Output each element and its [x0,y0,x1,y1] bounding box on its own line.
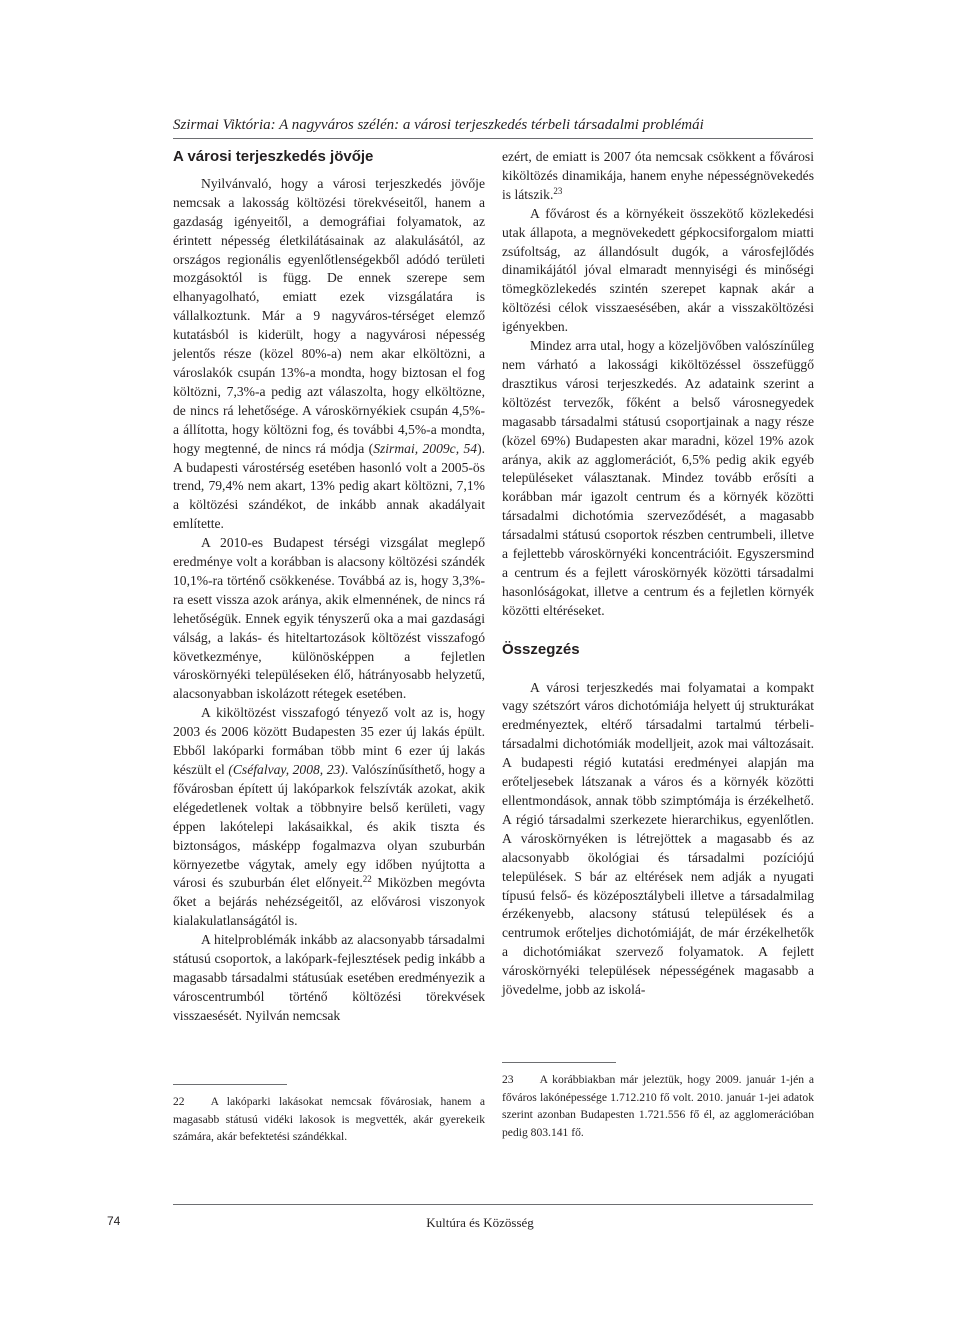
section-heading-summary: Összegzés [502,640,580,658]
footnote-rule [173,1084,287,1085]
footer-rule [173,1204,813,1205]
paragraph: Nyilvánvaló, hogy a városi terjeszkedés jövője nemcsak a lakosság költözési törekvéseitől, hanem a gazdaság igényeitől, a demográfiai folyamatok, az érintett népesség életkilátásainak az alakulásától, az országos regionális egyenlőtlenségekből adódó területi mozgásoktól is függ. De ennek szerepe sem elhanyagolható, emiatt ezek vizsgálatára is vállalkoztunk. Már a 9 nagyváros-térséget elemző kutatásból is kiderült, hogy a nagyvárosi népesség jelentős része (közel 80%-a) nem akar elköltözni, a városlakók csupán 13%-a mondta, hogy biztosan el fog költözni, 7,3%-a pedig azt válaszolta, hogy elköltözne, de nincs rá lehetősége. A városkörnyékiek csupán 4,5%-a állította, hogy költözni fog, és további 4,5%-a mondta, hogy megtenné, de nincs rá módja (Szirmai, 2009c, 54). A budapesti várostérség esetében hasonló volt a 2005-ös trend, 79,4% nem akart, 13% pedig akart költözni, 7,1% a költözési szándékot, de inkább annak akadályait említette. [173,175,485,532]
paragraph: Mindez arra utal, hogy a közeljövőben valószínűleg nem várható a lakossági kiköltözéssel összefüggő drasztikus városi terjeszkedés. Az adataink szerint a költözést tervezők, főként a belső városnegyedek magasabb társadalmi státusú csoportjainak a nagy része (közel 69%) Budapesten akar maradni, közel 19% azok aránya, akik az agglomerációt, 6,5% pedig akik egyéb településeket választanak. Mindez tovább erősíti a korábban már igazolt centrum és a környék közötti társadalmi dichotómia szerveződését, a magasabb társadalmi státusú csoportok részben centrumbeli, illetve a fejlettebb városkörnyéki koncentrációit. Egyszersmind a centrum és a fejlett városkörnyék közötti társadalmi hasonlóságokat, illetve a centrum és a fejletlen környék közötti eltéréseket. [502,338,814,618]
paragraph: A 2010-es Budapest térségi vizsgálat meglepő eredménye volt a korábban is alacsony költözési szándék 10,1%-ra történő csökkenése. Továbbá az is, hogy 3,3%-ra esett vissza azok aránya, akik elmennének, de nincs rá lehetőségük. Ennek egyik tényszerű oka a mai gazdasági válság, a lakás- és hiteltartozások költözést visszafogó következménye, különösképpen a fejletlen városkörnyéki településeken élő, hátrányosabb helyzetű, alacsonyabban iskolázott rétegek esetében. [173,535,485,702]
footnote-23 [502,1062,814,1141]
page-number: 74 [107,1214,121,1228]
footnote-text: A lakóparki lakásokat nemcsak fővárosiak, hanem a magasabb státusú vidéki lakosok is megvették, akár gyerekeik számára, akár befektetési szándékkal. [173,1095,485,1143]
footnote-number: 23 [502,1073,514,1086]
paragraph: A fővárost és a környékeit összekötő közlekedési utak állapota, a megnövekedett gépkocsiforgalom miatti zsúfoltság, az állandósult dugók, a városfejlődés dinamikájától jóval elmaradt mennyiségi és minőségi tömegközlekedés szintén szerepet kapnak akár a költözési célok visszaesésében, akár a visszaköltözési igényekben. [502,205,814,335]
footnote-22 [173,1084,485,1146]
footnote-rule [502,1062,616,1063]
left-column [173,148,485,1026]
journal-name: Kultúra és Közösség [426,1215,534,1230]
citation: Szirmai, 2009c, 54 [373,440,478,456]
header-rule [173,138,813,139]
footnote-number: 22 [173,1095,185,1108]
paragraph: A városi terjeszkedés mai folyamatai a kompakt vagy szétszórt város dichotómiája helyett új strukturákat eredményeztek, eltérő társadalmi tartalmú térbeli-társadalmi dichotómiák modelljeit, azok mai változásait. A budapesti régió kutatási eredményei alapján ma erőteljesebek látszanak a város és a környék közötti ellentmondások, annak több szimptómája is érzékelhető. A régió társadalmi szerkezete hierarchikus, egyenlőtlen. A városkörnyéken is létrejöttek a magasabb és az alacsonyabb ökológiai és társadalmi pozíciójú települések. S bár az eltérések nem adják a nyugati típusú felső- és középosztálybeli illetve a társadalmilag érzékenyebb, alacsony státusú települések és a centrumok erőteljes dichotómiáját, de már érzékelhetők a dichotómiákat szervező folyamatok. A fejlett városkörnyéki települések népességének magasabb a jövedelme, jobb az iskolá- [502,679,814,998]
footnote-text: A korábbiakban már jeleztük, hogy 2009. január 1-jén a főváros lakónépessége 1.712.210 fő volt. 2010. január 1-jei adatok szerint azonban Budapesten 1.721.556 fő él, az agglomerációban pedig 803.141 fő. [502,1073,814,1139]
paragraph: ezért, de emiatt is 2007 óta nemcsak csökkent a fővárosi kiköltözés dinamikája, hanem enyhe népességnövekedés is látszik.$^{23}$ [502,149,814,202]
citation: (Cséfalvay, 2008, 23) [228,762,345,777]
paragraph: A kiköltözést visszafogó tényező volt az is, hogy 2003 és 2006 között Budapesten 35 ezer új lakás épült. Ebből lakóparki formában több mint 6 ezer új lakás készült el (Cséfalvay, 2008, 23). Valószínűsíthető, hogy a fővárosban épített új lakóparkok felszívták azokat, akik elégedetlenek voltak a többnyire belső kerületi, vagy éppen lakótelepi lakásaikkal, és akik tiszta és biztonságos, másképp fogalmazva olyan szuburbán környezetbe vágytak, amely egy időben nyújtotta a városi és szuburbán élet előnyeit.$^{22}$ Miközben megóvta őket a bejárás nehézségeitől, az elővárosi viszonyok kialakulatlanságától is. [173,705,485,929]
right-column [502,148,814,1000]
section-heading-future: A városi terjeszkedés jövője [173,148,374,165]
footnote-ref-23[interactable]: 23 [553,185,563,196]
paragraph: A hitelproblémák inkább az alacsonyabb társadalmi státusú csoportok, a lakópark-fejlesztések pedig inkább a magasabb társadalmi státusúak esetében eredményezik a városcentrumból történő költözési törekvések visszaesését. Nyilván nemcsak [173,932,485,1023]
footnote-ref-22[interactable]: 22 [362,874,372,885]
running-head: Szirmai Viktória: A nagyváros szélén: a városi terjeszkedés térbeli társadalmi problémái [173,117,704,133]
